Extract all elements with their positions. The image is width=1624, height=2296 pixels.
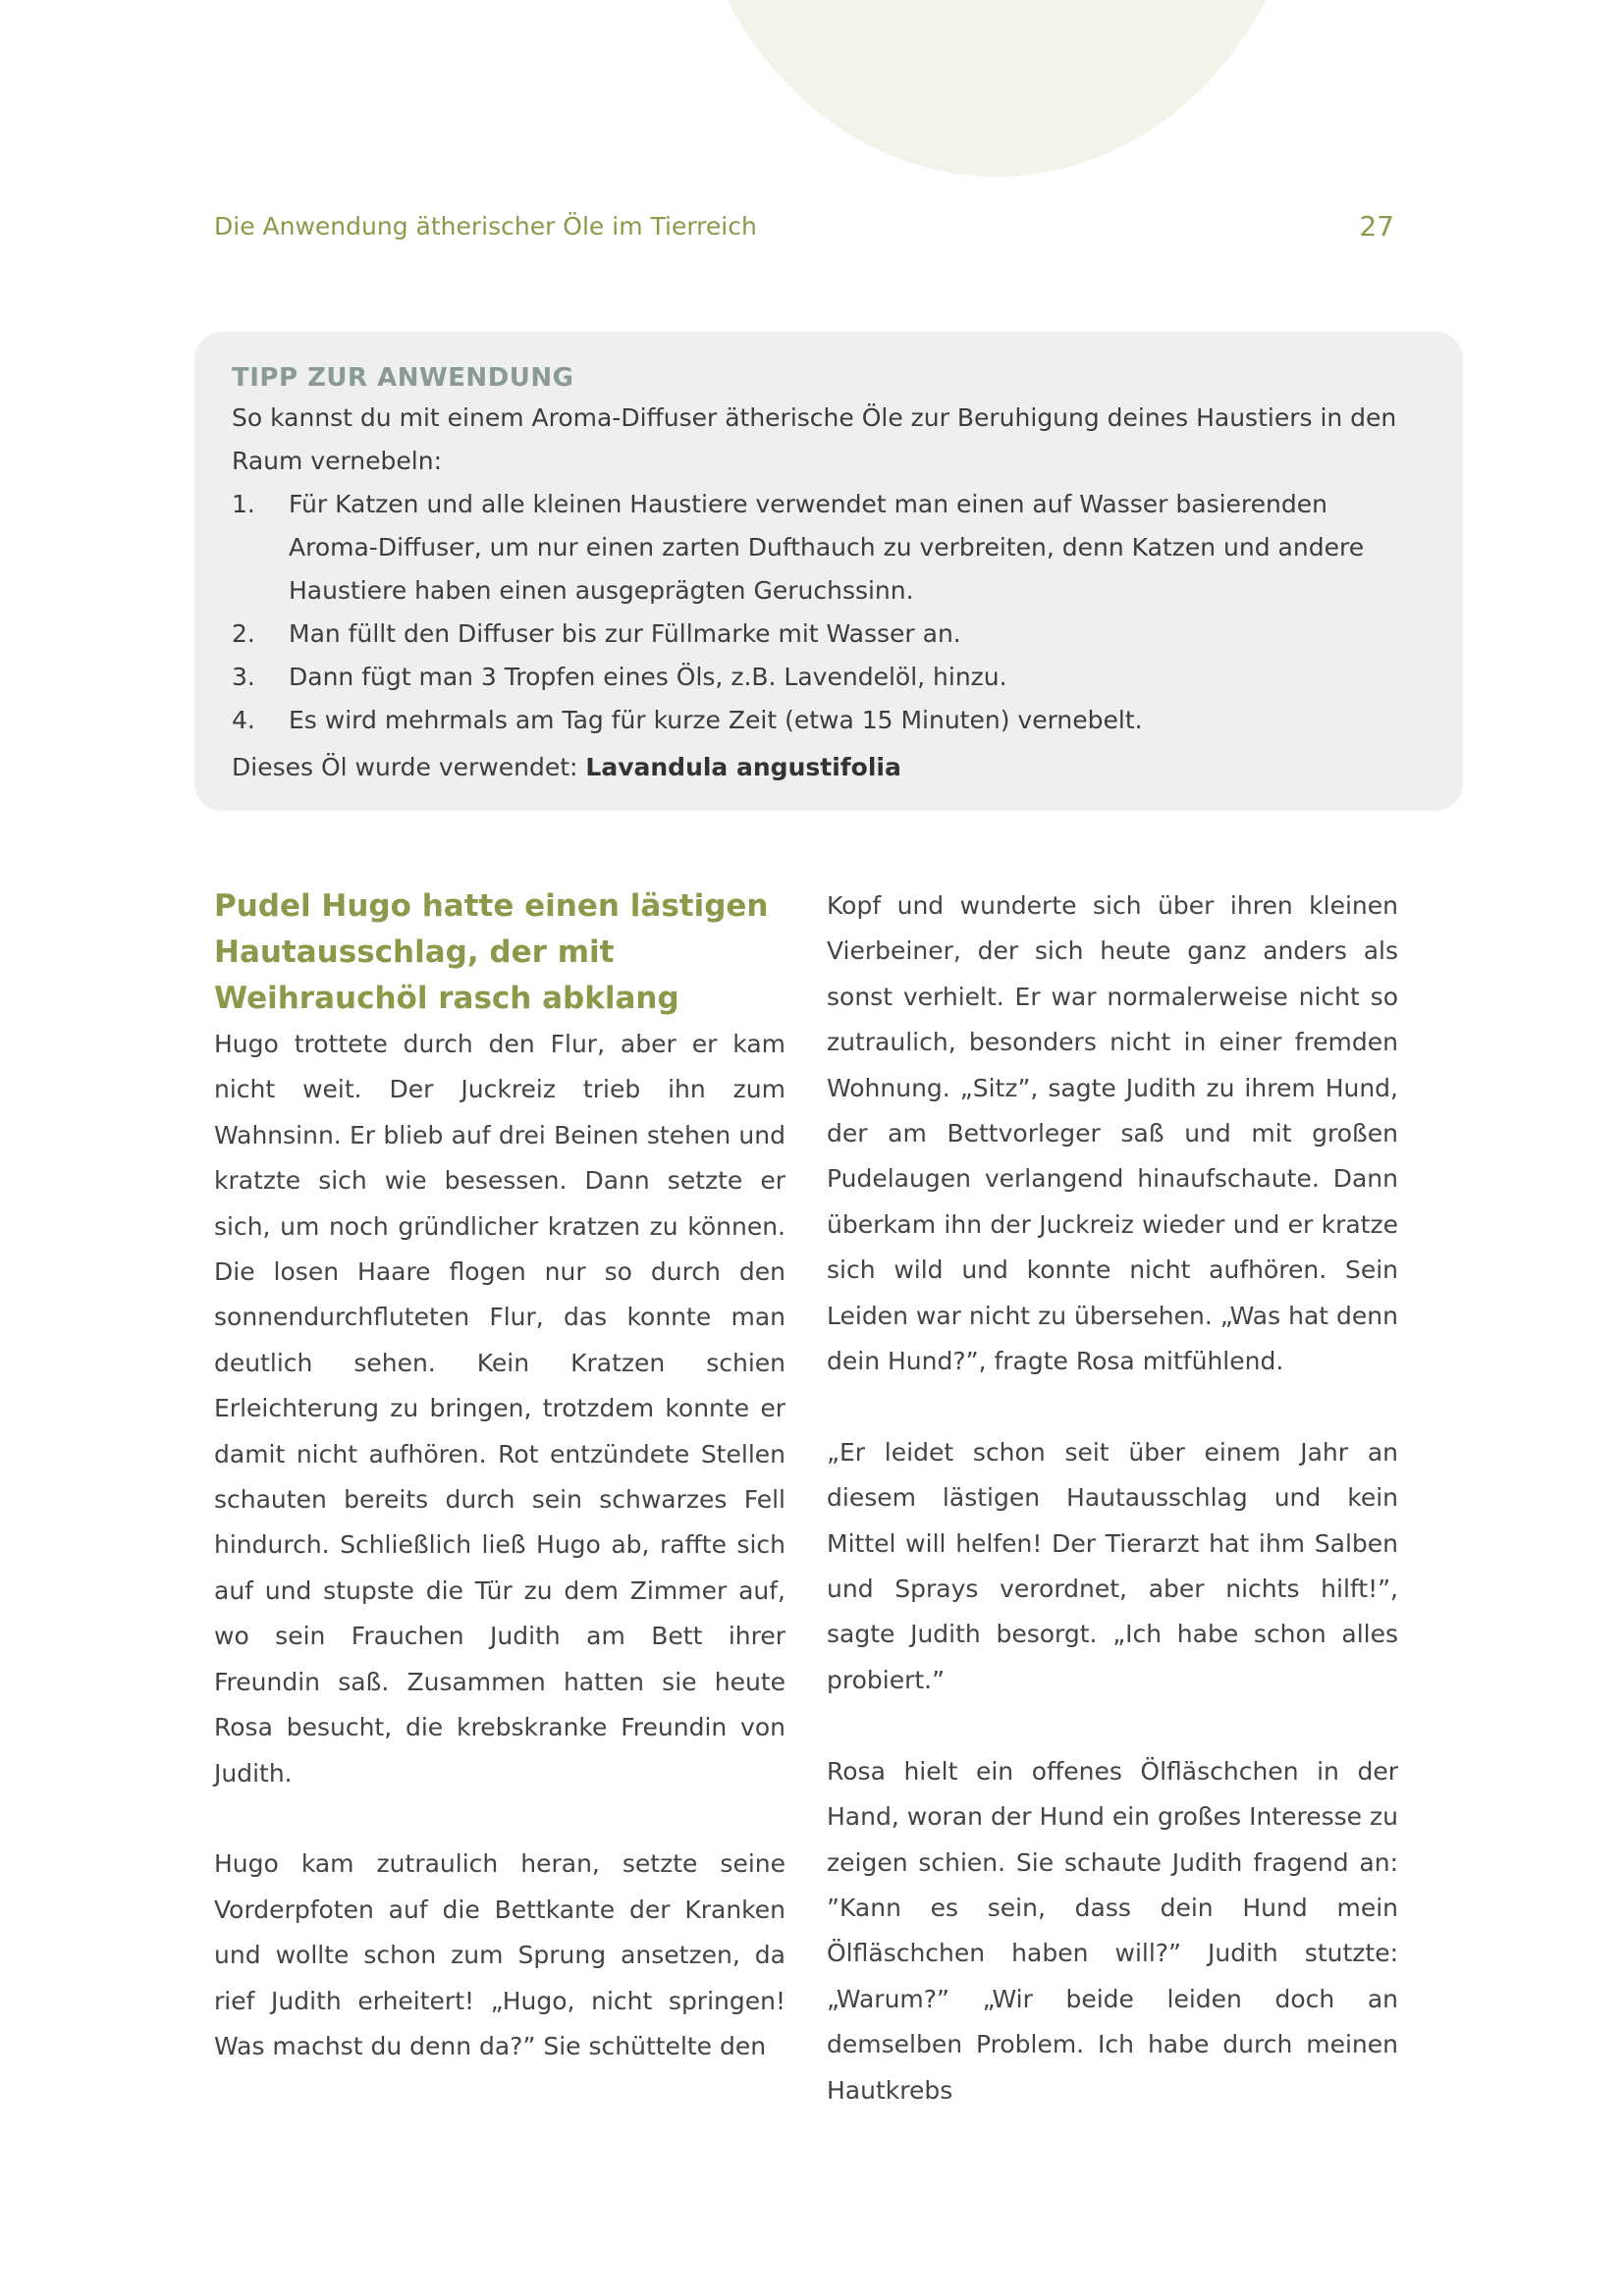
step-number: 4. <box>232 706 255 734</box>
decorative-blob <box>682 0 1311 177</box>
article-column-right <box>827 883 1398 2113</box>
paragraph: Kopf und wunderte sich über ihren kleinen Vierbeiner, der sich heute ganz anders als sonst verhielt. Er war normalerweise nicht so zutraulich, besonders nicht in einer fremden Wohnung. „Sitz”, sagte Judith zu ihrem Hund, der am Bettvorleger saß und mit großen Pudelaugen verlangend hinaufschaute. Dann überkam ihn der Juckreiz wieder und er kratze sich wild und konnte nicht aufhören. Sein Leiden war nicht zu übersehen. „Was hat denn dein Hund?”, fragte Rosa mitfühlend. <box>827 891 1398 1376</box>
list-item <box>232 483 1424 613</box>
tip-intro: So kannst du mit einem Aroma-Diffuser ätherische Öle zur Beruhigung deines Haustiers in den Raum vernebeln: <box>232 403 1397 475</box>
step-number: 3. <box>232 663 255 691</box>
paragraph: Rosa hielt ein offenes Ölfläschchen in der Hand, woran der Hund ein großes Interesse zu zeigen schien. Sie schaute Judith fragend an: ”Kann es sein, dass dein Hund mein Ölfläschchen haben will?” Judith stutzte: „Warum?” „Wir beide leiden doch an demselben Problem. Ich habe durch meinen Hautkrebs <box>827 1756 1398 2105</box>
step-number: 2. <box>232 619 255 648</box>
tip-oil-used <box>232 746 1424 789</box>
step-text: Es wird mehrmals am Tag für kurze Zeit (etwa 15 Minuten) vernebelt. <box>289 706 1143 734</box>
page-number: 27 <box>1359 210 1394 242</box>
running-head: Die Anwendung ätherischer Öle im Tierreich <box>214 212 757 240</box>
paragraph: Hugo trottete durch den Flur, aber er kam nicht weit. Der Juckreiz trieb ihn zum Wahnsinn. Er blieb auf drei Beinen stehen und kratzte sich wie besessen. Dann setzte er sich, um noch gründlicher kratzen zu können. Die losen Haare flogen nur so durch den sonnendurchfluteten Flur, das konnte man deutlich sehen. Kein Kratzen schien Erleichterung zu bringen, trotzdem konnte er damit nicht aufhören. Rot entzündete Stellen schauten bereits durch sein schwarzes Fell hindurch. Schließlich ließ Hugo ab, raffte sich auf und stupste die Tür zu dem Zimmer auf, wo sein Frauchen Judith am Bett ihrer Freundin saß. Zusammen hatten sie heute Rosa besucht, die krebskranke Freundin von Judith. <box>214 1030 785 1788</box>
list-item <box>232 699 1424 742</box>
article-title: Pudel Hugo hatte einen lästigen Hautausschlag, der mit Weihrauchöl rasch abklang <box>214 888 769 1016</box>
list-item <box>232 656 1424 699</box>
step-text: Dann fügt man 3 Tropfen eines Öls, z.B. Lavendelöl, hinzu. <box>289 663 1007 691</box>
list-item <box>232 613 1424 656</box>
oil-name: Lavandula angustifolia <box>585 753 901 781</box>
paragraph: „Er leidet schon seit über einem Jahr an diesem lästigen Hautausschlag und kein Mittel will helfen! Der Tierarzt hat ihm Salben und Sprays verordnet, aber nichts hilft!”, sagte Judith besorgt. „Ich habe schon alles probiert.” <box>827 1437 1398 1694</box>
article-column-left <box>214 883 785 2069</box>
step-text: Man füllt den Diffuser bis zur Füllmarke mit Wasser an. <box>289 619 961 648</box>
step-text: Für Katzen und alle kleinen Haustiere verwendet man einen auf Wasser basierenden Aroma-Diffuser, um nur einen zarten Dufthauch zu verbreiten, denn Katzen und andere Haustiere haben einen ausgeprägten Geruchssinn. <box>289 490 1365 605</box>
tip-steps-list <box>232 483 1424 742</box>
tip-box <box>194 332 1463 811</box>
paragraph: Hugo kam zutraulich heran, setzte seine Vorderpfoten auf die Bettkante der Kranken und wollte schon zum Sprung ansetzen, da rief Judith erheitert! „Hugo, nicht springen! Was machst du denn da?” Sie schüttelte den <box>214 1849 785 2060</box>
step-number: 1. <box>232 490 255 518</box>
oil-label: Dieses Öl wurde verwendet: <box>232 753 586 781</box>
tip-title: TIPP ZUR ANWENDUNG <box>232 363 574 393</box>
